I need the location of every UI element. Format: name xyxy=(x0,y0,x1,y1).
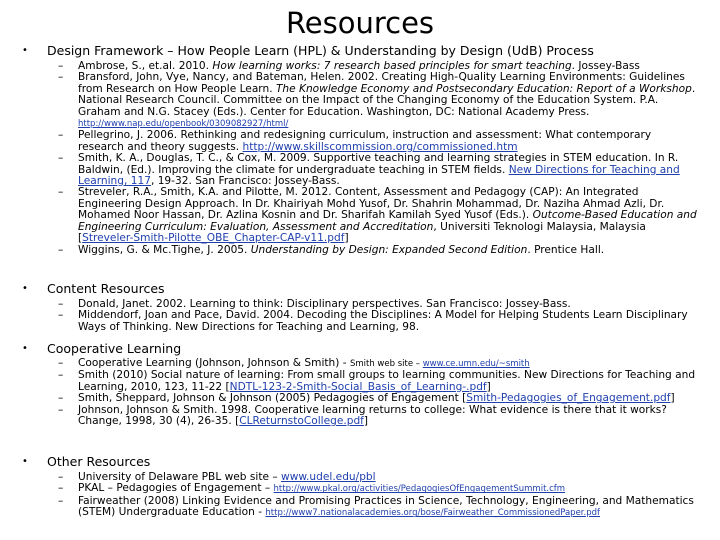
reference-text-part: Pellegrino, J. 2006. Rethinking and redesigning curriculum, instruction and assessment: What contemporary research and theory suggests. xyxy=(78,129,652,153)
reference-item xyxy=(58,405,698,428)
reference-item xyxy=(58,310,698,333)
dash-marker: – xyxy=(58,392,64,405)
reference-text xyxy=(78,405,698,428)
page-title: Resources xyxy=(285,6,435,40)
dash-marker: – xyxy=(58,243,64,256)
reference-text xyxy=(78,130,698,153)
bullet: • xyxy=(22,45,28,56)
reference-link[interactable]: http://www.nap.edu/openbook/0309082927/html/ xyxy=(78,119,289,130)
section-heading: Other Resources xyxy=(47,454,151,469)
reference-link[interactable]: http://www.skillscommission.org/commissioned.htm xyxy=(242,140,518,153)
section-items xyxy=(58,358,698,427)
reference-link[interactable]: http://www.pkal.org/activities/PedagogiesOfEngagementSummit.cfm xyxy=(273,484,566,495)
reference-text-part: Smith, Sheppard, Johnson & Johnson (2005) Pedagogies of Engagement [ xyxy=(78,392,467,405)
bullet: • xyxy=(22,283,28,294)
reference-link[interactable]: CLReturnstoCollege.pdf xyxy=(239,415,364,428)
reference-item xyxy=(58,153,698,187)
reference-link[interactable]: New Directions for Teaching and Learning, 117 xyxy=(78,163,680,188)
reference-link[interactable]: http://www7.nationalacademies.org/bose/Fairweather_CommissionedPaper.pdf xyxy=(265,508,601,519)
section-items xyxy=(58,299,698,333)
reference-text-part: , 19-32. San Francisco: Jossey-Bass. xyxy=(150,175,340,188)
reference-item xyxy=(58,245,698,256)
reference-link[interactable]: NDTL-123-2-Smith-Social_Basis_of_Learning-.pdf xyxy=(229,380,487,393)
reference-text-part: The Knowledge Economy and Postsecondary Education: Report of a Workshop xyxy=(275,82,692,95)
reference-text xyxy=(78,187,698,244)
section-heading: Cooperative Learning xyxy=(47,341,182,356)
dash-marker: – xyxy=(58,60,64,72)
reference-text-part: Outcome-Based Education and Engineering Curriculum: Evaluation, Assessment and Accreditation xyxy=(78,209,697,233)
dash-marker: – xyxy=(58,152,64,165)
reference-text xyxy=(78,153,698,187)
reference-text xyxy=(78,496,698,520)
reference-text-part: University of Delaware PBL web site – xyxy=(78,471,282,483)
reference-text-part: Cooperative Learning (Johnson, Johnson & Smith) - xyxy=(78,357,350,369)
reference-text-part: Donald, Janet. 2002. Learning to think: Disciplinary perspectives. San Francisco: Jossey-Bass. xyxy=(78,298,571,310)
reference-text-part: ] xyxy=(486,380,491,393)
reference-item xyxy=(58,72,698,130)
dash-marker: – xyxy=(58,309,64,322)
dash-marker: – xyxy=(58,298,64,310)
dash-marker: – xyxy=(58,369,64,382)
reference-item xyxy=(58,496,698,520)
reference-text-part: How learning works: 7 research based principles for smart teaching xyxy=(212,60,572,72)
section-heading: Content Resources xyxy=(47,281,165,296)
reference-link[interactable]: www.udel.edu/pbl xyxy=(281,471,376,483)
reference-link[interactable]: www.ce.umn.edu/~smith xyxy=(422,359,530,369)
reference-text-part: Understanding by Design: Expanded Second Edition xyxy=(250,243,528,256)
reference-link[interactable]: Streveler-Smith-Pilotte_OBE_Chapter-CAP-v11.pdf xyxy=(82,232,345,245)
dash-marker: – xyxy=(58,482,64,495)
dash-marker: – xyxy=(58,494,64,507)
dash-marker: – xyxy=(58,186,64,199)
reference-text-part: Wiggins, G. & Mc.Tighe, J. 2005. xyxy=(78,243,251,256)
reference-text-part: ] xyxy=(670,392,675,405)
reference-text xyxy=(78,370,698,393)
reference-text-part: ] xyxy=(344,232,349,245)
reference-text-part: . Prentice Hall. xyxy=(527,243,605,256)
reference-text-part: PKAL – Pedagogies of Engagement – xyxy=(78,482,274,495)
reference-text-part: Smith (2010) Social nature of learning: From small groups to learning communities. New Directions for Teaching and Learning, 2010, 123, 11-22 [ xyxy=(78,369,696,393)
reference-text-part: Streveler, R.A., Smith, K.A. and Pilotte, M. 2012. Content, Assessment and Pedagogy (CAP): An Integrated Engineering Design Approach. In Dr. Khairiyah Mohd Yusof, Dr. Shahrin Mohammad, Dr. Naziha Ahmad Azli, Dr. Mohamed Noor Hassan, Dr. Azlina Kosnin and Dr. Sharifah Kamilah Syed Yusof (Eds.). xyxy=(78,186,665,222)
reference-item xyxy=(58,187,698,244)
reference-item xyxy=(58,130,698,153)
reference-text-part: . National Research Council. Committee on the Impact of the Changing Economy of the Education System. P.A. Graham and N.G. Stacey (Eds.). Center for Education. Washington, DC: National Academy Press. xyxy=(78,82,696,118)
reference-text xyxy=(78,245,698,256)
dash-marker: – xyxy=(58,471,64,483)
reference-text-part: Fairweather (2008) Linking Evidence and Promising Practices in Science, Technology, Engineering, and Mathematics (STEM) Undergraduate Education - xyxy=(78,494,694,519)
reference-text-part: Middendorf, Joan and Pace, David. 2004. Decoding the Disciplines: A Model for Helping Students Learn Disciplinary Ways of Thinking. New Directions for Teaching and Learning, 98. xyxy=(78,309,688,333)
bullet: • xyxy=(22,456,28,467)
reference-text-part: Ambrose, S., et.al. 2010. xyxy=(78,60,213,72)
reference-text-part: ] xyxy=(363,415,369,428)
reference-link[interactable]: Smith-Pedagogies_of_Engagement.pdf xyxy=(466,392,671,405)
section-heading: Design Framework – How People Learn (HPL) & Understanding by Design (UdB) Process xyxy=(47,43,594,58)
reference-text-part: Smith, K. A., Douglas, T. C., & Cox, M. 2009. Supportive teaching and learning strategies in STEM education. In R. Baldwin, (Ed.). Improving the climate for undergraduate teaching in STEM fields. xyxy=(78,152,679,176)
dash-marker: – xyxy=(58,403,64,416)
section-items xyxy=(58,61,698,256)
reference-item xyxy=(58,370,698,393)
reference-text-part: Bransford, John, Vye, Nancy, and Bateman, Helen. 2002. Creating High-Quality Learning Environments: Guidelines from Research on How People Learn. xyxy=(78,71,685,95)
reference-text-part: Smith web site – xyxy=(349,359,423,369)
dash-marker: – xyxy=(58,357,64,369)
reference-text-part: , Universiti Teknologi Malaysia, Malaysia [ xyxy=(78,220,646,245)
reference-text xyxy=(78,310,698,333)
bullet: • xyxy=(22,343,28,354)
section-items xyxy=(58,472,698,520)
reference-text xyxy=(78,72,698,130)
reference-text-part: . Jossey-Bass xyxy=(571,60,640,72)
dash-marker: – xyxy=(58,129,64,142)
dash-marker: – xyxy=(58,71,64,84)
reference-text-part: Johnson, Johnson & Smith. 1998. Cooperative learning returns to college: What evidence is there that it works? Change, 1998, 30 (4), 26-35. [ xyxy=(78,403,667,428)
